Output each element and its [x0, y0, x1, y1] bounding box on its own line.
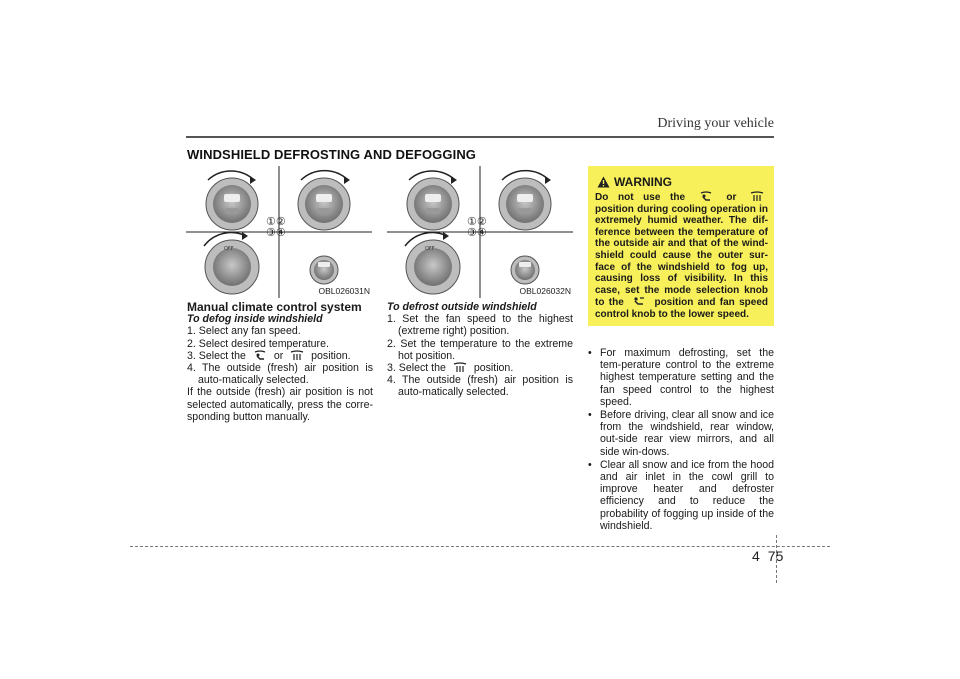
warning-title: WARNING: [614, 175, 672, 189]
callout-4: ④: [476, 227, 487, 239]
step-text: 3. Select the: [387, 362, 446, 375]
callout-labels: [467, 217, 497, 239]
callout-1: ①: [266, 216, 276, 228]
figure-defrost-outside: [387, 166, 573, 298]
floor-defrost-mode-icon: [698, 191, 714, 202]
column-manual-defog: [187, 301, 373, 423]
step-item: 1. Set the fan speed to the highest (extreme right) position.: [387, 313, 573, 338]
callout-3: ③: [266, 227, 276, 239]
defog-steps: [187, 325, 373, 386]
defrost-mode-icon: [289, 350, 305, 361]
page-index: 75: [767, 548, 784, 564]
callout-2: ②: [275, 216, 286, 228]
page-number: [752, 548, 783, 564]
step-item: 4. The outside (fresh) air position is auto-matically selected.: [387, 374, 573, 399]
warning-text: [595, 191, 768, 321]
section-title: WINDSHIELD DEFROSTING AND DEFOGGING: [187, 147, 477, 162]
figure-manual-defog: [186, 166, 372, 298]
callout-2: ②: [476, 216, 487, 228]
step-item: 2. Select desired temperature.: [187, 337, 329, 350]
warning-text-segment: position and fan speed control knob to the lower speed.: [595, 297, 769, 320]
tips-list: [588, 347, 774, 532]
defrost-mode-icon: [749, 191, 765, 202]
warning-text-segment: Do not use the: [595, 192, 686, 203]
step-text: 3. Select the: [187, 349, 246, 362]
warning-triangle-icon: [597, 176, 610, 188]
step-text: position.: [473, 362, 514, 375]
figure-caption: OBL026031N: [318, 286, 370, 296]
step-item: 4. The outside (fresh) air position is auto-matically selected.: [187, 362, 373, 387]
bullet-item: • Clear all snow and ice from the hood and air inlet in the cowl grill to improve heater and defroster efficiency and to reduce the probability of fogging up inside of the windshield.: [588, 459, 774, 532]
footer-rule: [130, 546, 830, 547]
warning-header: [597, 175, 768, 189]
step-text: position.: [311, 349, 351, 362]
defrost-mode-icon: [452, 362, 468, 373]
chapter-number: 4: [752, 548, 760, 564]
procedure-heading: To defrost outside windshield: [387, 301, 537, 313]
callout-1: ①: [467, 216, 477, 228]
step-item: 1. Select any fan speed.: [187, 325, 301, 338]
step-item: [387, 362, 573, 374]
svg-text:OFF: OFF: [224, 246, 234, 252]
floor-defrost-mode-icon: [252, 350, 268, 361]
bullet-item: • Before driving, clear all snow and ice from the windshield, rear window, out-side rear view mirrors, and all side win-dows.: [588, 409, 774, 458]
column-defrost-outside: [387, 301, 573, 399]
step-item: 2. Set the temperature to the extreme hot position.: [387, 337, 573, 362]
warning-text-segment: or: [726, 192, 737, 203]
warning-text-segment: position during cooling operation in extremely humid weather. The dif-ference between the temperature of the outside air and that of the wind-shield could cause the outer sur-face of the windshield to fog up, causing loss of visibility. In this case, set the mode selection knob to the: [595, 203, 768, 309]
callout-4: ④: [275, 227, 286, 239]
warning-box: [588, 166, 774, 326]
callout-3: ③: [467, 227, 477, 239]
svg-text:OFF: OFF: [425, 246, 435, 252]
step-text: or: [273, 349, 284, 362]
chapter-title: Driving your vehicle: [657, 116, 774, 131]
defrost-steps: [387, 313, 573, 398]
procedure-heading: To defog inside windshield: [187, 313, 323, 326]
callout-labels: [266, 217, 296, 239]
header-rule: [186, 136, 774, 138]
note-paragraph: If the outside (fresh) air position is not selected automatically, press the corre-sponding button manually.: [187, 386, 373, 423]
figure-caption: OBL026032N: [519, 286, 571, 296]
face-floor-mode-icon: [631, 296, 647, 307]
column-tips: [588, 347, 774, 533]
subsection-heading: Manual climate control system: [187, 300, 362, 314]
step-item: [187, 350, 373, 362]
bullet-item: • For maximum defrosting, set the tem-perature control to the extreme highest temperature setting and the fan speed control to the highest speed.: [588, 347, 774, 408]
